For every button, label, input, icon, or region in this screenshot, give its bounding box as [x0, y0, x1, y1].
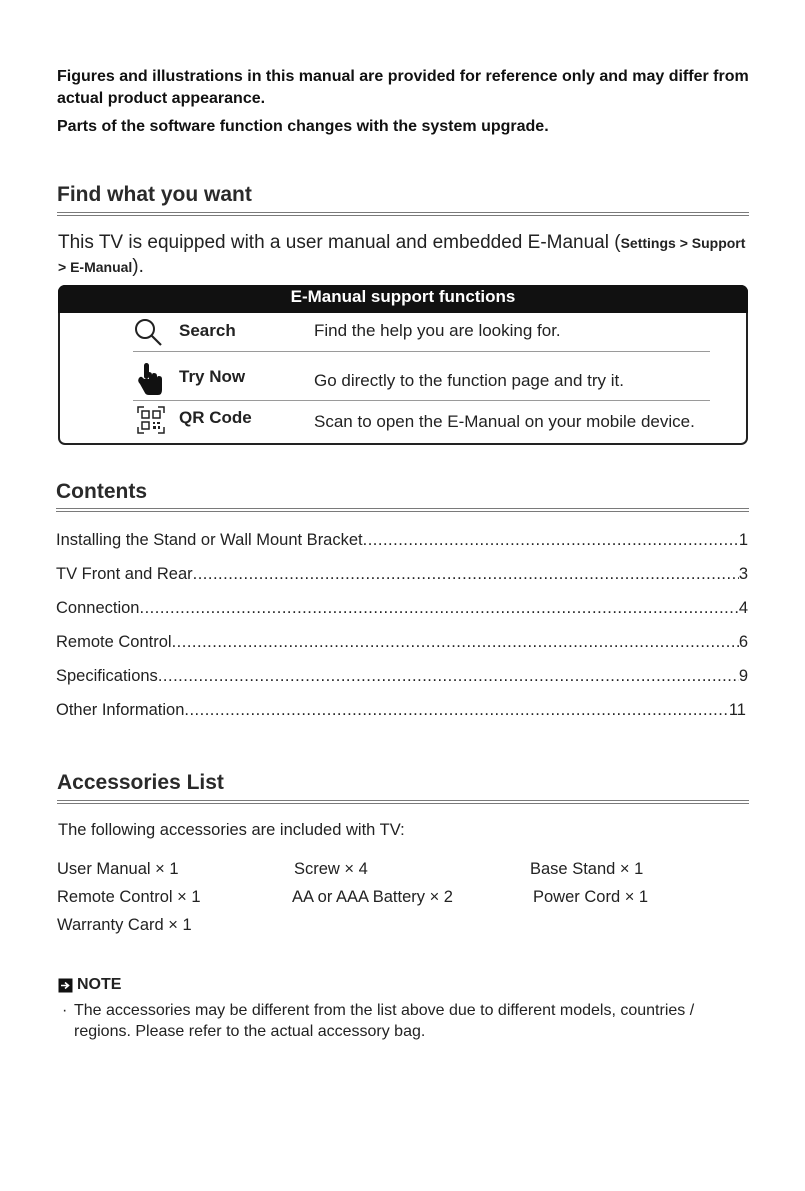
toc-title: Installing the Stand or Wall Mount Bracket: [56, 531, 363, 549]
toc-leader: [193, 565, 739, 584]
toc-page: 11: [728, 701, 746, 719]
toc-page: 4: [738, 599, 748, 617]
accessory-item: Remote Control × 1: [57, 888, 201, 906]
toc-title: Specifications: [56, 667, 158, 685]
accessories-heading: Accessories List: [57, 771, 224, 794]
find-heading-rule: [57, 212, 749, 216]
note-bullet: ·: [62, 1002, 68, 1019]
note-body: [62, 1000, 752, 1042]
toc-title: Remote Control: [56, 633, 172, 651]
note-title: NOTE: [77, 976, 122, 993]
qr-code-icon: [137, 406, 165, 434]
toc-leader: [158, 667, 739, 686]
toc-title: Other Information: [56, 701, 185, 719]
panel-title: E-Manual support functions: [58, 285, 748, 313]
qrcode-label: QR Code: [179, 408, 252, 427]
accessories-heading-rule: [57, 800, 749, 804]
search-desc: Find the help you are looking for.: [314, 321, 561, 340]
intro-path: Settings > Support > E-Manual: [58, 235, 746, 275]
note-icon: [58, 978, 73, 993]
intro-end: ).: [132, 256, 144, 277]
toc-entry: [56, 666, 748, 686]
find-intro: [58, 231, 748, 279]
toc-title: TV Front and Rear: [56, 565, 193, 583]
toc-page: 1: [738, 531, 748, 549]
accessory-item: AA or AAA Battery × 2: [292, 888, 453, 906]
row-divider: [133, 400, 710, 401]
accessory-item: Screw × 4: [294, 860, 368, 878]
search-label: Search: [179, 321, 236, 340]
accessory-item: User Manual × 1: [57, 860, 179, 878]
row-divider: [133, 351, 710, 352]
note-text: The accessories may be different from the list above due to different models, countries / regions. Please refer to the actual accessory bag.: [74, 1002, 695, 1040]
toc-entry: [56, 598, 748, 618]
toc-leader: [139, 599, 738, 618]
toc-page: 6: [738, 633, 748, 651]
intro-main: This TV is equipped with a user manual and embedded E-Manual (: [58, 232, 621, 253]
accessory-item: Power Cord × 1: [533, 888, 649, 906]
search-icon: [133, 317, 163, 347]
accessory-item: Warranty Card × 1: [57, 916, 192, 934]
find-heading: Find what you want: [57, 183, 252, 206]
toc-entry: [56, 632, 748, 652]
accessory-item: Base Stand × 1: [530, 860, 644, 878]
contents-heading-rule: [56, 508, 749, 512]
toc-leader: [363, 531, 739, 550]
toc-entry: [56, 564, 748, 584]
toc-leader: [172, 633, 739, 652]
note-header: [58, 976, 121, 994]
toc-entry: [56, 530, 748, 550]
contents-heading: Contents: [56, 480, 147, 503]
trynow-desc: Go directly to the function page and try it.: [314, 371, 624, 390]
trynow-label: Try Now: [179, 367, 246, 386]
toc-page: 9: [738, 667, 748, 685]
accessories-intro: The following accessories are included with TV:: [58, 821, 405, 839]
toc-leader: [184, 701, 728, 720]
notice-figures: Figures and illustrations in this manual are provided for reference only and may differ from actual product appearance.: [57, 68, 749, 107]
toc-entry: [56, 700, 746, 720]
pointing-hand-icon: [136, 362, 164, 396]
toc-title: Connection: [56, 599, 140, 617]
notice-software: Parts of the software function changes with the system upgrade.: [57, 118, 549, 135]
qrcode-desc: Scan to open the E-Manual on your mobile device.: [314, 412, 695, 431]
toc-page: 3: [738, 565, 748, 583]
